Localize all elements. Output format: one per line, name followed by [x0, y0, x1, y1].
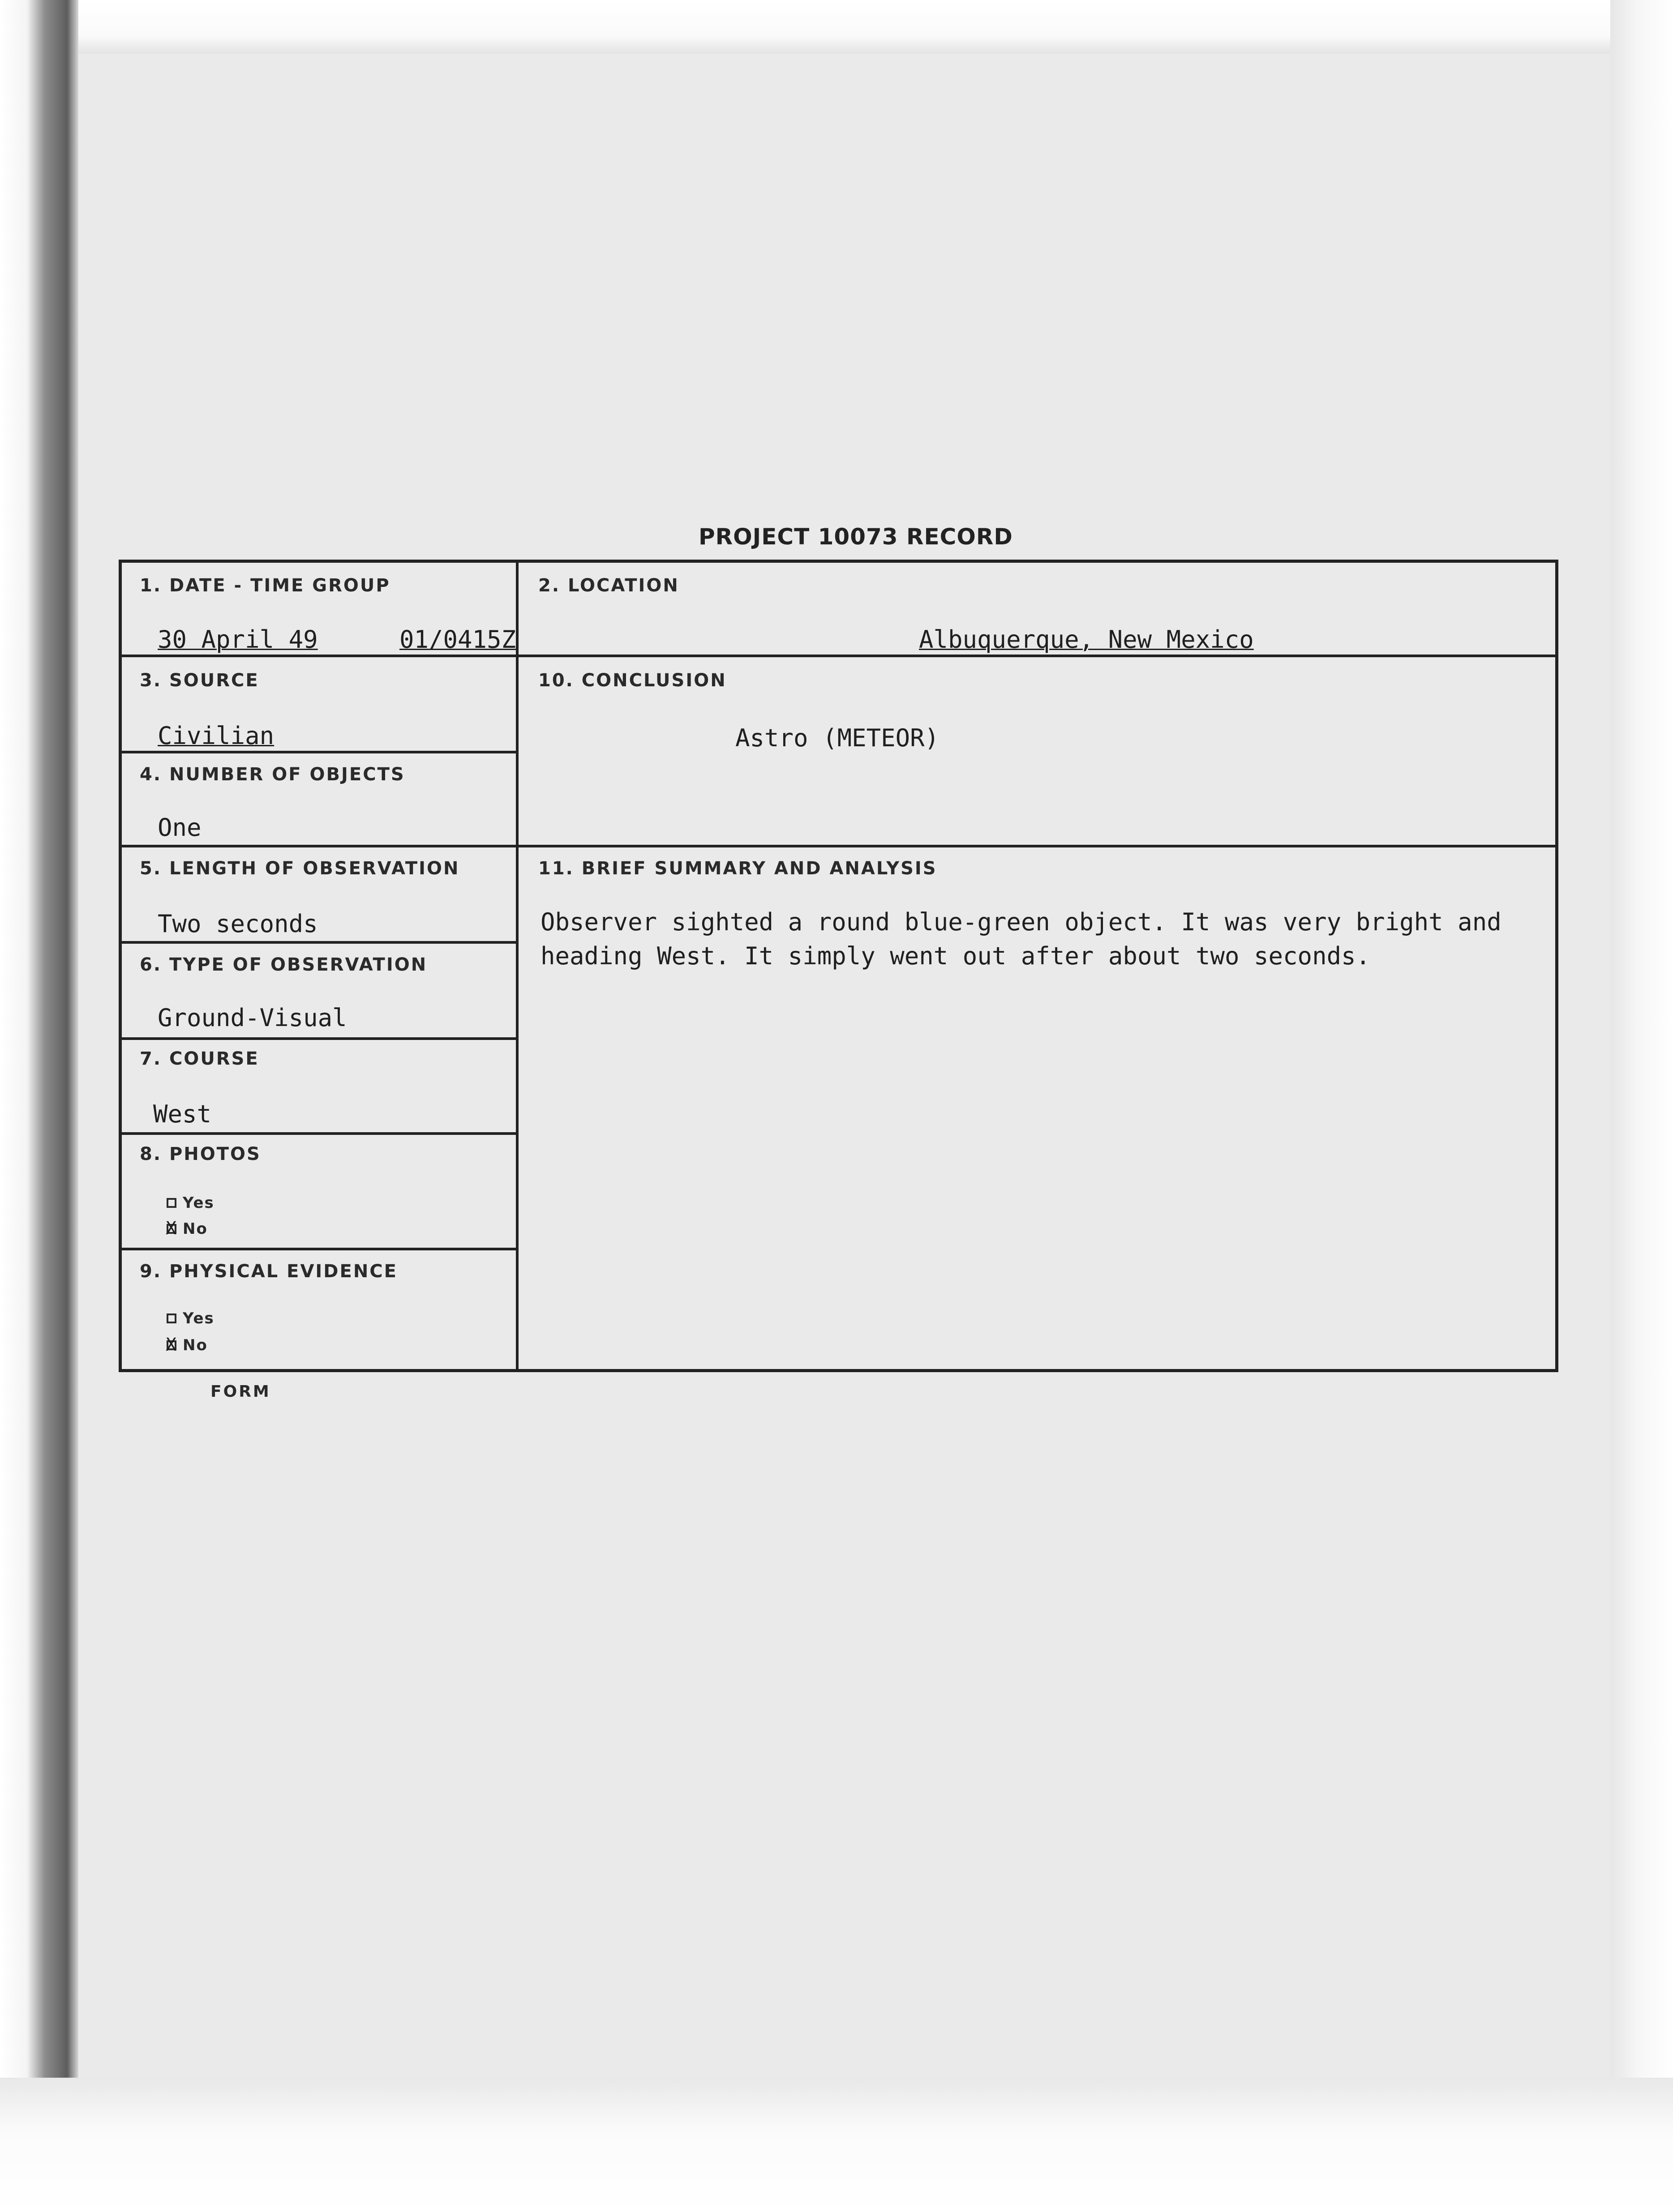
photos-label: 8. PHOTOS: [140, 1144, 261, 1164]
physical-evidence-no-option[interactable]: [167, 1336, 208, 1354]
row-divider-5: [122, 941, 516, 944]
scan-edge-top: [0, 0, 1673, 54]
length-of-observation-value: Two seconds: [158, 910, 318, 938]
length-of-observation-label: 5. LENGTH OF OBSERVATION: [140, 858, 460, 879]
course-value: West: [153, 1100, 212, 1128]
photos-yes-option[interactable]: [167, 1194, 214, 1212]
scan-edge-left: [0, 0, 78, 2212]
row-divider-6: [122, 1037, 516, 1040]
course-label: 7. COURSE: [140, 1048, 259, 1069]
row-divider-7: [122, 1132, 516, 1135]
time-value: 01/0415Z: [399, 625, 516, 654]
date-time-label: 1. DATE - TIME GROUP: [140, 575, 390, 596]
physical-evidence-yes-option[interactable]: [167, 1309, 214, 1327]
location-label: 2. LOCATION: [538, 575, 679, 596]
source-value: Civilian: [158, 722, 275, 750]
row-divider-4: [122, 845, 1555, 847]
physical-evidence-yes-checkbox[interactable]: [167, 1314, 176, 1323]
scan-edge-right: [1610, 0, 1673, 2212]
physical-evidence-no-checkbox[interactable]: [167, 1340, 176, 1350]
summary-label: 11. BRIEF SUMMARY AND ANALYSIS: [538, 858, 937, 879]
number-of-objects-value: One: [158, 813, 202, 842]
photos-yes-label: Yes: [183, 1194, 214, 1212]
conclusion-value: Astro (METEOR): [735, 724, 939, 752]
photos-no-label: No: [183, 1220, 208, 1238]
physical-evidence-no-label: No: [183, 1336, 208, 1354]
source-label: 3. SOURCE: [140, 670, 259, 691]
physical-evidence-label: 9. PHYSICAL EVIDENCE: [140, 1261, 398, 1282]
row-divider-1: [122, 655, 1555, 657]
date-value: 30 April 49: [158, 625, 318, 654]
photos-no-checkbox[interactable]: [167, 1224, 176, 1234]
scan-edge-bottom: [0, 2078, 1673, 2212]
form-title: PROJECT 10073 RECORD: [699, 524, 1013, 550]
number-of-objects-label: 4. NUMBER OF OBJECTS: [140, 764, 405, 785]
column-divider: [516, 563, 519, 1369]
type-of-observation-label: 6. TYPE OF OBSERVATION: [140, 954, 428, 975]
conclusion-label: 10. CONCLUSION: [538, 670, 727, 691]
type-of-observation-value: Ground-Visual: [158, 1004, 347, 1032]
location-value: Albuquerque, New Mexico: [919, 625, 1254, 654]
row-divider-3: [122, 751, 516, 753]
photos-no-option[interactable]: [167, 1220, 208, 1238]
photos-yes-checkbox[interactable]: [167, 1198, 176, 1208]
record-form: [119, 560, 1558, 1372]
form-footer-label: FORM: [210, 1382, 271, 1401]
summary-value: Observer sighted a round blue-green object. It was very bright and heading West. It simply went out after about two seconds.: [541, 908, 1501, 970]
row-divider-8: [122, 1248, 516, 1250]
physical-evidence-yes-label: Yes: [183, 1309, 214, 1327]
